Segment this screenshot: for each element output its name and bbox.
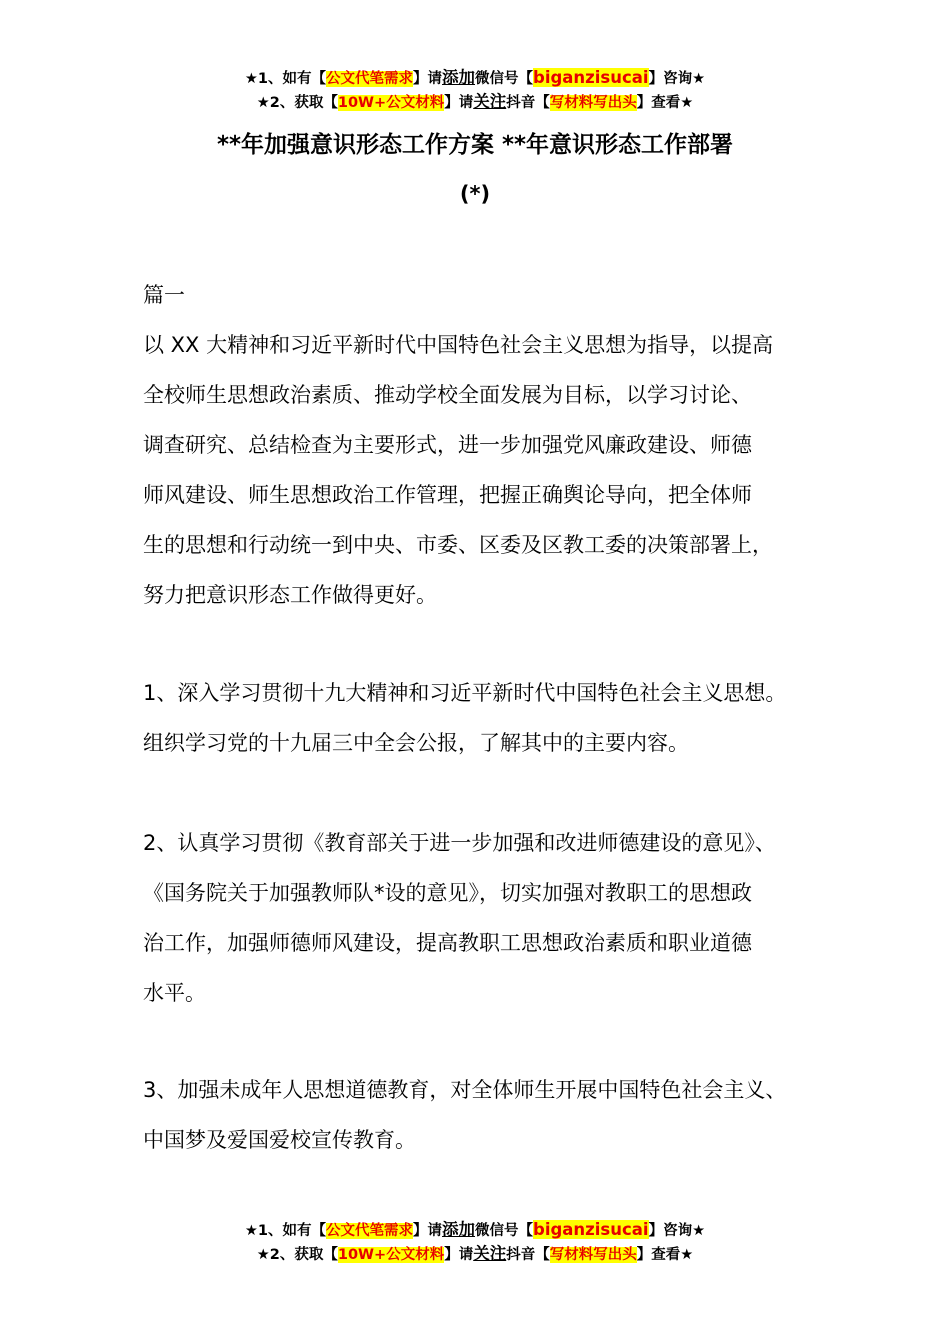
promo-line-1 bbox=[0, 1218, 950, 1242]
promo-banner-top bbox=[0, 66, 950, 114]
promo-underlined-text: 添加 bbox=[442, 1220, 476, 1239]
promo-highlight: 10W+公文材料 bbox=[337, 1247, 445, 1263]
paragraph-line: 《国务院关于加强教师队*设的意见》，切实加强对教职工的思想政 bbox=[143, 881, 752, 905]
paragraph-line: 3、加强未成年人思想道德教育，对全体师生开展中国特色社会主义、 bbox=[143, 1078, 787, 1102]
promo-underlined-text: 关注 bbox=[473, 92, 507, 111]
promo-text: 】请 bbox=[413, 71, 443, 87]
paragraph-line: 生的思想和行动统一到中央、市委、区委及区教工委的决策部署上， bbox=[143, 533, 773, 557]
paragraph-line: 组织学习党的十九届三中全会公报，了解其中的主要内容。 bbox=[143, 731, 689, 755]
star-icon: ★ bbox=[244, 1223, 258, 1239]
promo-wechat-id: biganzisucai bbox=[533, 1220, 649, 1239]
promo-line-2 bbox=[0, 1242, 950, 1266]
paragraph-line: 以 XX 大精神和习近平新时代中国特色社会主义思想为指导，以提高 bbox=[143, 333, 774, 357]
document-subtitle: (*) bbox=[459, 182, 491, 206]
promo-text: 】咨询★ bbox=[648, 71, 706, 87]
promo-text: 】查看★ bbox=[636, 95, 694, 111]
promo-highlight: 10W+公文材料 bbox=[337, 95, 445, 111]
promo-text: 】请 bbox=[444, 1247, 474, 1263]
promo-text: 】咨询★ bbox=[648, 1223, 706, 1239]
document-title: **年加强意识形态工作方案 **年意识形态工作部署 bbox=[216, 132, 734, 158]
promo-text: 1、如有【 bbox=[257, 1223, 327, 1239]
promo-highlight: 公文代笔需求 bbox=[326, 1223, 414, 1239]
promo-line-1 bbox=[0, 66, 950, 90]
promo-douyin-id: 写材料写出头 bbox=[549, 95, 637, 111]
promo-text: 抖音【 bbox=[506, 95, 550, 111]
promo-douyin-id: 写材料写出头 bbox=[549, 1247, 637, 1263]
promo-text: 2、获取【 bbox=[269, 95, 338, 111]
paragraph-line: 全校师生思想政治素质、推动学校全面发展为目标，以学习讨论、 bbox=[143, 383, 752, 407]
promo-text: 微信号【 bbox=[475, 1223, 534, 1239]
paragraph-line: 2、认真学习贯彻《教育部关于进一步加强和改进师德建设的意见》、 bbox=[143, 831, 776, 855]
paragraph-intro bbox=[143, 320, 833, 620]
promo-underlined-text: 添加 bbox=[442, 68, 476, 87]
paragraph-item-2 bbox=[143, 818, 833, 1018]
paragraph-line: 治工作，加强师德师风建设，提高教职工思想政治素质和职业道德 bbox=[143, 931, 752, 955]
promo-text: 2、获取【 bbox=[269, 1247, 338, 1263]
paragraph-line: 1、深入学习贯彻十九大精神和习近平新时代中国特色社会主义思想。 bbox=[143, 681, 787, 705]
promo-text: 抖音【 bbox=[506, 1247, 550, 1263]
star-icon: ★ bbox=[256, 1247, 270, 1263]
promo-highlight: 公文代笔需求 bbox=[326, 71, 414, 87]
promo-text: 】查看★ bbox=[636, 1247, 694, 1263]
paragraph-line: 中国梦及爱国爱校宣传教育。 bbox=[143, 1128, 416, 1152]
promo-text: 微信号【 bbox=[475, 71, 534, 87]
paragraph-line: 水平。 bbox=[143, 981, 206, 1005]
star-icon: ★ bbox=[244, 71, 258, 87]
promo-text: 】请 bbox=[444, 95, 474, 111]
paragraph-item-3 bbox=[143, 1065, 833, 1165]
paragraph-line: 努力把意识形态工作做得更好。 bbox=[143, 583, 437, 607]
promo-text: 】请 bbox=[413, 1223, 443, 1239]
promo-banner-bottom bbox=[0, 1218, 950, 1266]
paragraph-item-1 bbox=[143, 668, 833, 768]
promo-text: 1、如有【 bbox=[257, 71, 327, 87]
paragraph-line: 调查研究、总结检查为主要形式，进一步加强党风廉政建设、师德 bbox=[143, 433, 752, 457]
paragraph-line: 师风建设、师生思想政治工作管理，把握正确舆论导向，把全体师 bbox=[143, 483, 752, 507]
section-label: 篇一 bbox=[143, 283, 185, 307]
promo-wechat-id: biganzisucai bbox=[533, 68, 649, 87]
promo-line-2 bbox=[0, 90, 950, 114]
star-icon: ★ bbox=[256, 95, 270, 111]
promo-underlined-text: 关注 bbox=[473, 1244, 507, 1263]
